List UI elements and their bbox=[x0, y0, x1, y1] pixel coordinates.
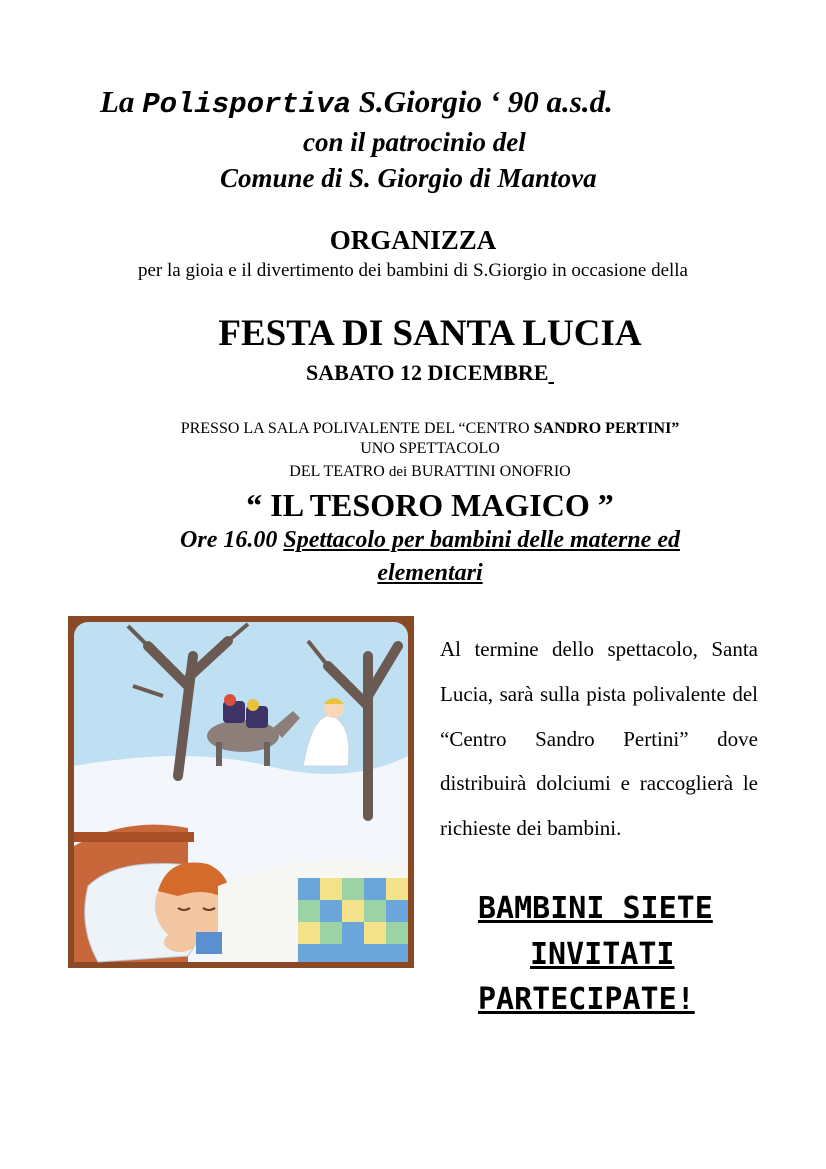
organization-line bbox=[100, 84, 613, 121]
event-date-text: SABATO 12 DICEMBRE bbox=[306, 360, 549, 385]
theatre-prefix: DEL TEATRO bbox=[289, 463, 389, 480]
cta-line-3: PARTECIPATE! bbox=[478, 982, 695, 1017]
time-line bbox=[0, 527, 826, 554]
show-time: Ore 16.00 bbox=[180, 527, 284, 553]
audience-line-1: Spettacolo per bambini delle materne ed bbox=[283, 527, 680, 553]
event-date bbox=[0, 360, 826, 386]
santa-lucia-illustration bbox=[68, 616, 414, 968]
event-title: FESTA DI SANTA LUCIA bbox=[218, 313, 642, 354]
patronage-line: con il patrocinio del bbox=[303, 127, 526, 157]
org-suffix: S.Giorgio ‘ 90 a.s.d. bbox=[351, 84, 613, 119]
theatre-dei: dei bbox=[388, 464, 408, 480]
date-underscore bbox=[548, 360, 554, 385]
venue-line bbox=[0, 420, 826, 438]
venue-prefix: PRESSO LA SALA POLIVALENTE DEL “CENTRO bbox=[180, 420, 534, 437]
cta-line-1: BAMBINI SIETE bbox=[478, 891, 713, 926]
show-line: UNO SPETTACOLO bbox=[360, 440, 500, 457]
org-prefix: La bbox=[100, 84, 143, 119]
theatre-line bbox=[0, 463, 826, 481]
audience-line-2-wrap bbox=[0, 560, 826, 587]
municipality-line: Comune di S. Giorgio di Mantova bbox=[220, 163, 597, 193]
audience-line-2: elementari bbox=[377, 560, 483, 586]
organizza-heading: ORGANIZZA bbox=[329, 225, 497, 255]
occasion-line: per la gioia e il divertimento dei bambini di S.Giorgio in occasione della bbox=[138, 260, 688, 281]
event-description: Al termine dello spettacolo, Santa Lucia, sarà sulla pista polivalente del “Centro Sandro Pertini” dove distribuirà dolciumi e raccoglierà le richieste dei bambini. bbox=[440, 637, 758, 841]
cta-line-2: INVITATI bbox=[530, 937, 675, 972]
venue-name: SANDRO PERTINI” bbox=[533, 420, 680, 437]
theatre-suffix: BURATTINI ONOFRIO bbox=[407, 463, 571, 480]
org-name: Polisportiva bbox=[142, 88, 352, 121]
show-title: “ IL TESORO MAGICO ” bbox=[246, 487, 614, 523]
